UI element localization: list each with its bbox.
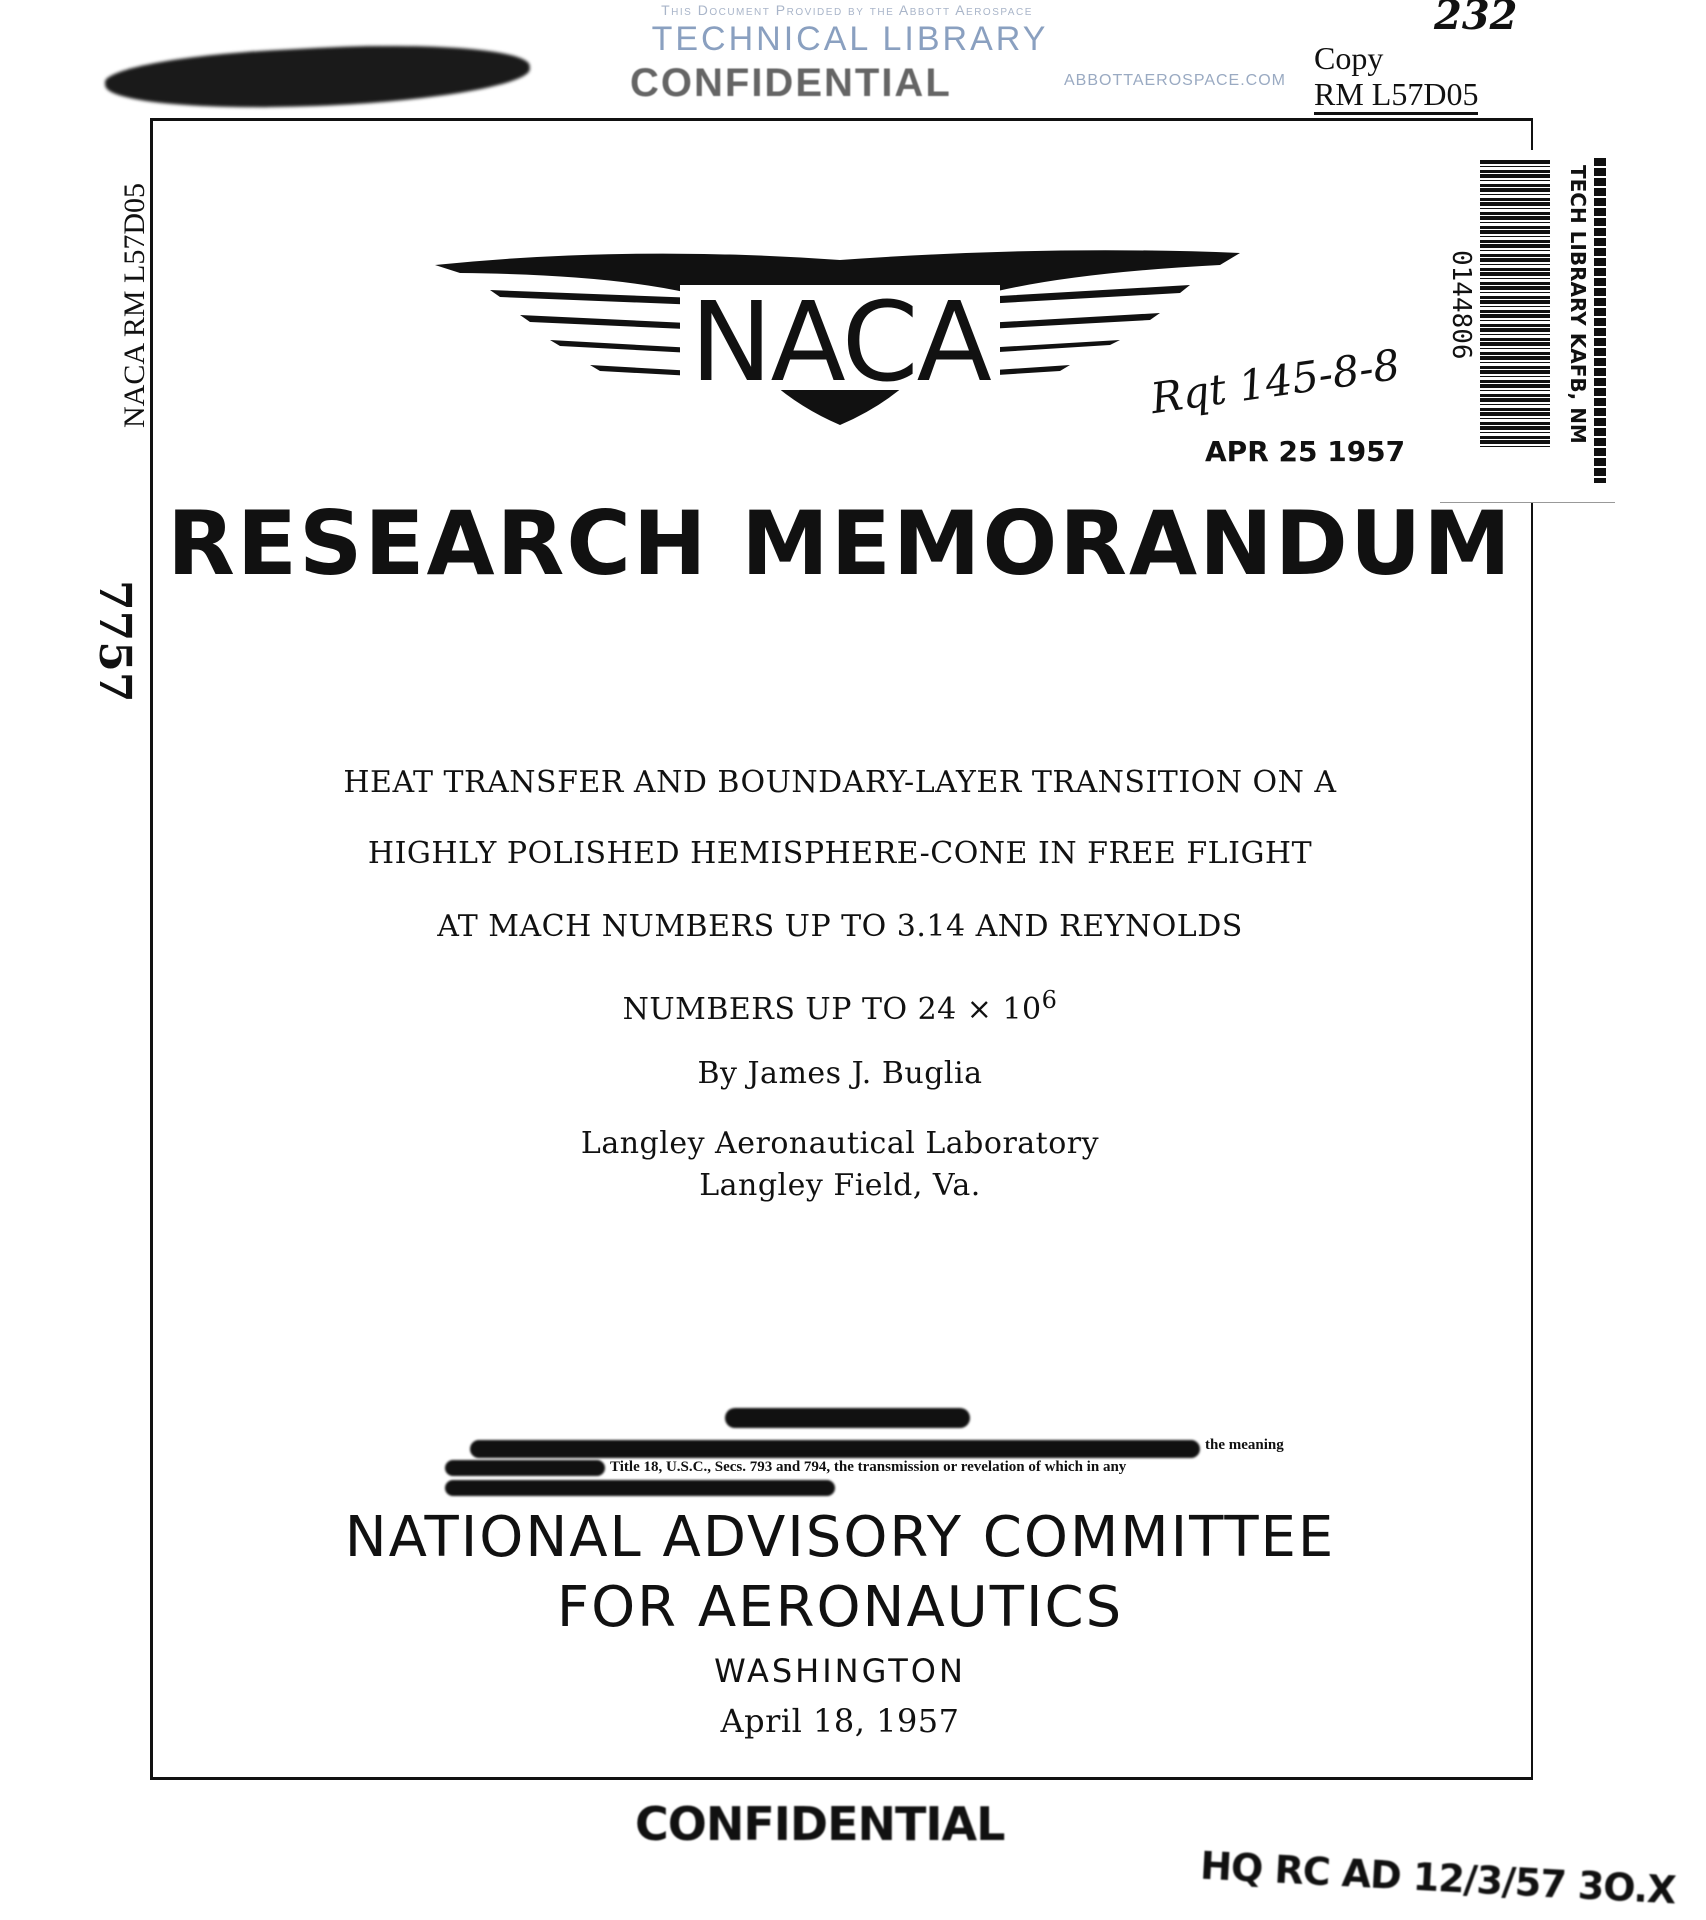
watermark-provided-by: This Document Provided by the Abbott Aerospace (661, 2, 1033, 18)
declassification-stamp: HQ RC AD 12/3/57 3O.X (1199, 1843, 1677, 1913)
redaction-smear (104, 37, 531, 117)
barcode-secondary (1594, 158, 1606, 483)
barcode-number: 0144806 (1446, 250, 1476, 360)
title-line-2: HIGHLY POLISHED HEMISPHERE-CONE IN FREE FLIGHT (367, 836, 1313, 871)
redacted-notice-line-1 (470, 1440, 1200, 1458)
title-line-4-wrap (150, 982, 1530, 1028)
notice-line-2-fragment: Title 18, U.S.C., Secs. 793 and 794, the transmission or revelation of which in any (610, 1459, 1127, 1475)
vertical-report-id: NACA RM L57D05 (118, 182, 151, 428)
barcode (1480, 160, 1550, 450)
title-line-4: NUMBERS UP TO 24 × 10 (622, 992, 1042, 1027)
naca-wings-logo (430, 245, 1250, 445)
document-type: RESEARCH MEMORANDUM (167, 492, 1513, 595)
watermark-library: TECHNICAL LIBRARY (651, 20, 1049, 58)
publisher-line-1: NATIONAL ADVISORY COMMITTEE (344, 1505, 1336, 1570)
top-classification-stamp: CONFIDENTIAL (630, 61, 952, 105)
library-name: TECH LIBRARY KAFB, NM (1566, 165, 1590, 444)
publisher-city: WASHINGTON (714, 1652, 966, 1690)
affiliation-lab: Langley Aeronautical Laboratory (580, 1126, 1100, 1161)
receipt-date-stamp: APR 25 1957 (1205, 435, 1406, 468)
redacted-notice-line-3 (445, 1480, 835, 1496)
notice-line-1-fragment: the meaning (1205, 1437, 1284, 1453)
bottom-classification-stamp: CONFIDENTIAL (635, 1797, 1005, 1851)
title-exponent: 6 (1041, 986, 1058, 1014)
copy-block (1314, 40, 1478, 115)
redacted-heading (725, 1408, 970, 1428)
naca-logo-text: NACA (690, 278, 990, 406)
handwritten-side-id: 7757 (89, 580, 140, 703)
report-number: RM L57D05 (1314, 76, 1478, 115)
author: By James J. Buglia (697, 1056, 983, 1091)
publication-date: April 18, 1957 (720, 1702, 960, 1740)
affiliation-location: Langley Field, Va. (699, 1168, 981, 1203)
handwritten-number: 232 (1434, 0, 1518, 39)
watermark-url: ABBOTTAEROSPACE.COM (1064, 72, 1286, 89)
redacted-notice-line-2 (445, 1460, 605, 1476)
handwritten-receipt: Rqt 145-8-8 (1147, 339, 1403, 424)
copy-label: Copy (1314, 40, 1384, 76)
title-line-3: AT MACH NUMBERS UP TO 3.14 AND REYNOLDS (437, 909, 1243, 944)
title-line-1: HEAT TRANSFER AND BOUNDARY-LAYER TRANSITION ON A (343, 765, 1337, 800)
publisher-line-2: FOR AERONAUTICS (556, 1575, 1124, 1640)
